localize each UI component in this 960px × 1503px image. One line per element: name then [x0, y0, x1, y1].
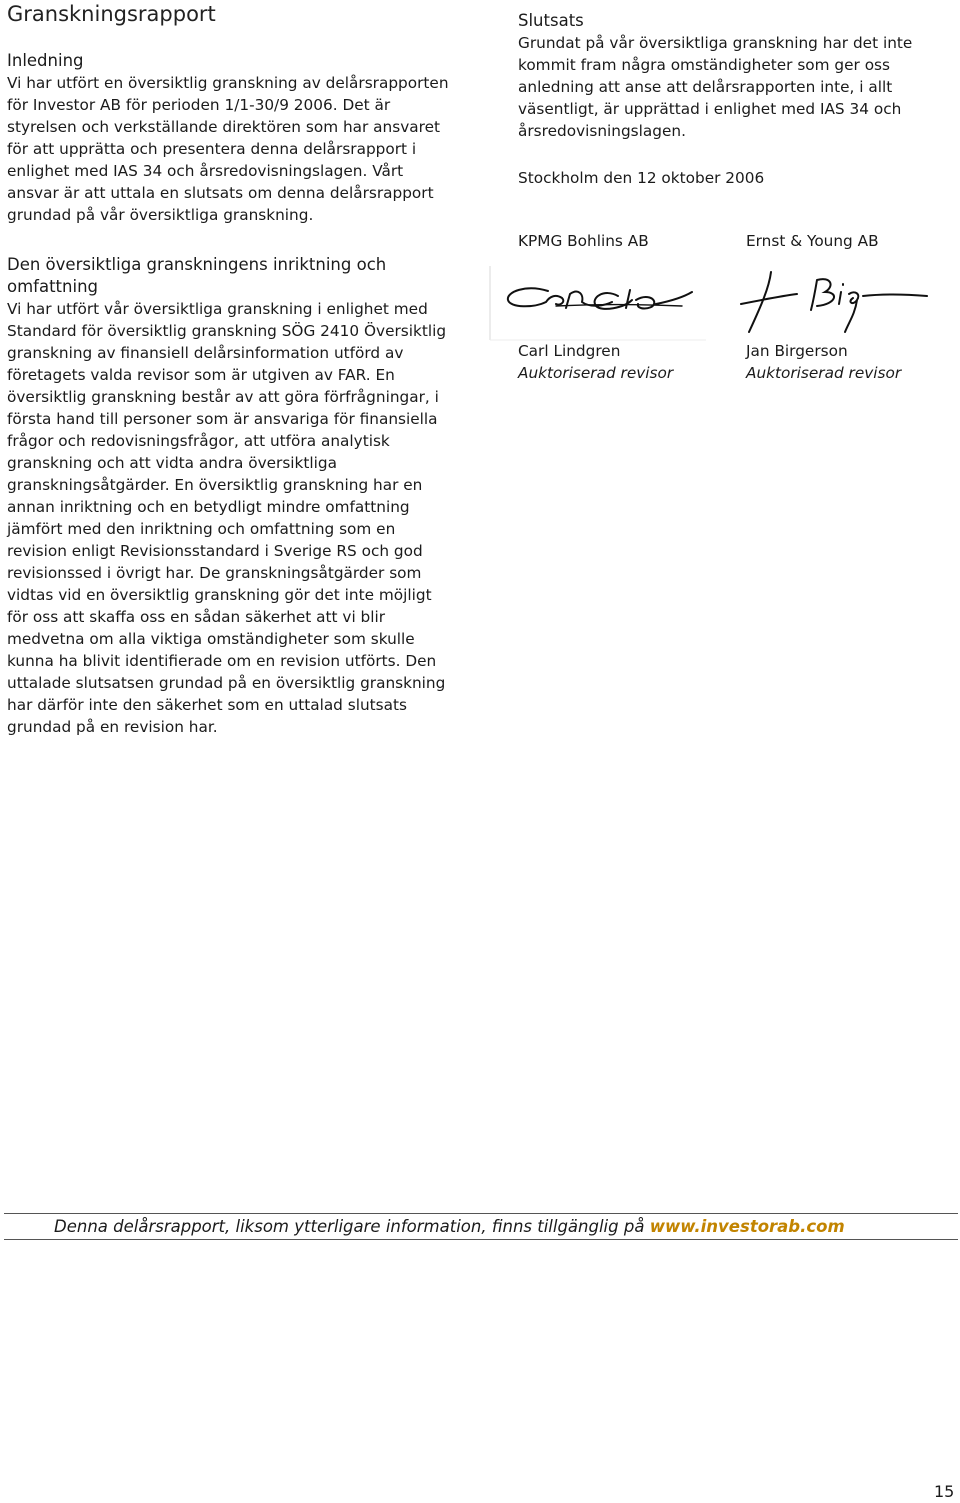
- intro-heading: Inledning: [7, 51, 84, 70]
- signer-role: Auktoriserad revisor: [746, 364, 902, 382]
- footer-note: [54, 1216, 845, 1238]
- firm-name-kpmg: KPMG Bohlins AB: [518, 232, 649, 250]
- signature-jan-birgerson: [731, 258, 939, 344]
- footer-text: Denna delårsrapport, liksom ytterligare information, finns tillgänglig på: [54, 1217, 650, 1236]
- signer-name: Carl Lindgren: [518, 342, 621, 360]
- scope-heading: Den översiktliga granskningens inriktning och omfattning: [7, 255, 387, 296]
- signer-carl-lindgren: [518, 340, 673, 384]
- footer-divider-top: [4, 1213, 958, 1214]
- signer-name: Jan Birgerson: [746, 342, 848, 360]
- conclusion-paragraph: Grundat på vår översiktliga granskning har det inte kommit fram några omständigheter som ger oss anledning att anse att delårsrapporten inte, i allt väsentligt, är upprättad i enlighet med IAS 34 och årsredovisningslagen.: [518, 34, 913, 140]
- place-date: Stockholm den 12 oktober 2006: [518, 169, 765, 187]
- left-column: [7, 50, 452, 738]
- handwritten-signature-2: [731, 258, 939, 344]
- footer-divider-bottom: [4, 1239, 958, 1240]
- signer-role: Auktoriserad revisor: [518, 364, 674, 382]
- signature-carl-lindgren: [486, 258, 712, 344]
- signature-block: [486, 230, 946, 390]
- footer-link[interactable]: www.investorab.com: [649, 1217, 845, 1236]
- signer-jan-birgerson: [746, 340, 901, 384]
- right-column: [518, 10, 938, 189]
- page-title: Granskningsrapport: [7, 2, 216, 26]
- scope-paragraph: Vi har utfört vår översiktliga granskning i enlighet med Standard för översiktlig granskning SÖG 2410 Översiktlig granskning av finansiell delårsinformation utförd av företagets valda revisor som är utgiven av FAR. En översiktlig granskning består av att göra förfrågningar, i första hand till personer som är ansvariga för finansiella frågor och redovisningsfrågor, att utföra analytisk granskning och att vidta andra översiktliga granskningsåtgärder. En översiktlig granskning har en annan inriktning och en betydligt mindre omfattning jämfört med den inriktning och omfattning som en revision enligt Revisionsstandard i Sverige RS och god revisionssed i övrigt har. De granskningsåtgärder som vidtas vid en översiktlig granskning gör det inte möjligt för oss att skaffa oss en sådan säkerhet att vi blir medvetna om alla viktiga omständigheter som skulle kunna ha blivit identifierade om en revision utförts. Den uttalade slutsatsen grundad på en översiktlig granskning har därför inte den säkerhet som en uttalad slutsats grundad på en revision har.: [7, 300, 447, 736]
- handwritten-signature-1: [486, 258, 712, 344]
- page-number: 15: [934, 1482, 955, 1501]
- intro-paragraph: Vi har utfört en översiktlig granskning av delårsrapporten för Investor AB för perioden 1/1-30/9 2006. Det är styrelsen och verkställande direktören som har ansvaret för att upprätta och presentera denna delårsrapport i enlighet med IAS 34 och årsredovisningslagen. Vårt ansvar är att uttala en slutsats om denna delårsrapport grundad på vår översiktliga granskning.: [7, 74, 449, 224]
- firm-name-ernst-young: Ernst & Young AB: [746, 232, 879, 250]
- conclusion-heading: Slutsats: [518, 11, 584, 30]
